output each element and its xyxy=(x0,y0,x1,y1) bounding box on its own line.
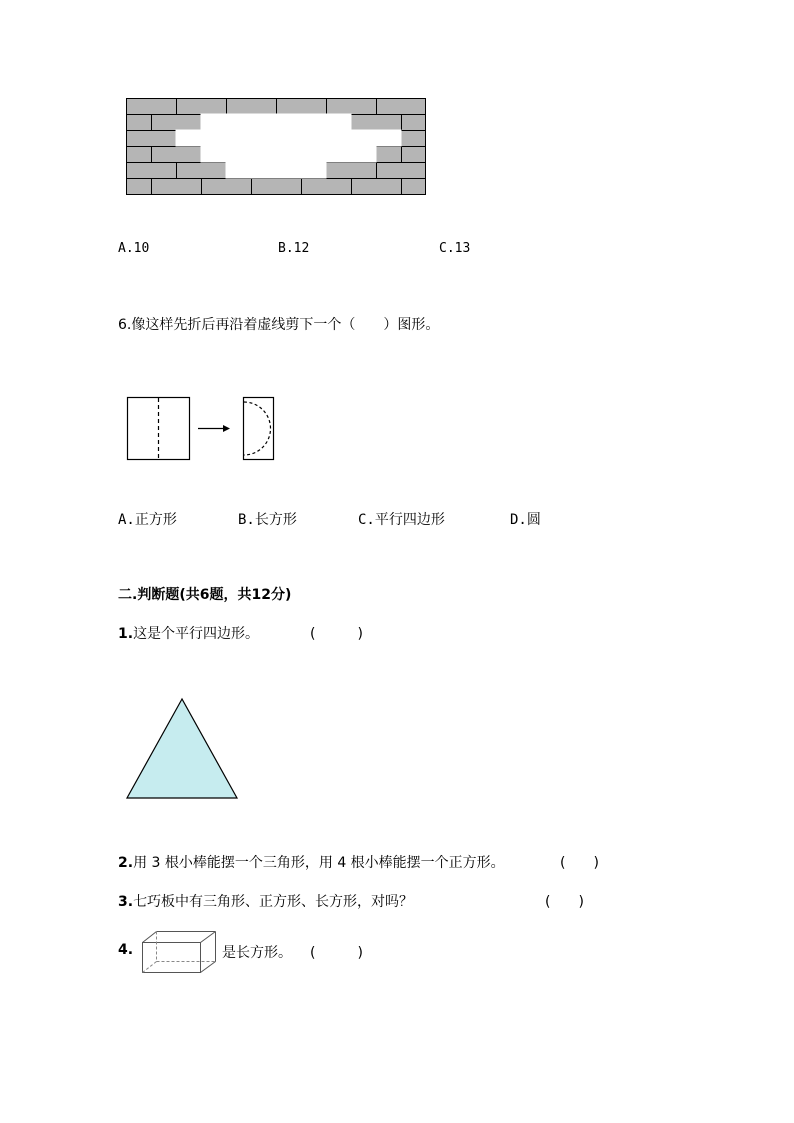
judge-4-text: 是长方形。 xyxy=(222,945,292,961)
judge-4-answer-blank[interactable]: ( ) xyxy=(310,945,363,961)
q6-number: 6. xyxy=(118,317,132,333)
q5-option-b[interactable]: B.12 xyxy=(278,241,310,256)
q6-option-c[interactable]: C.平行四边形 xyxy=(358,512,445,528)
q6-option-b[interactable]: B.长方形 xyxy=(238,512,297,528)
q6-question xyxy=(118,314,439,334)
judge-4-number: 4. xyxy=(118,942,134,958)
q5-option-a[interactable]: A.10 xyxy=(118,241,150,256)
judge-3-text: 七巧板中有三角形、正方形、长方形，对吗？ xyxy=(133,894,414,910)
triangle-figure xyxy=(124,696,242,802)
q6-option-a[interactable]: A.正方形 xyxy=(118,512,177,528)
brick-wall-figure xyxy=(126,98,426,195)
section-heading: 二.判断题(共6题，共12分) xyxy=(118,587,292,603)
judge-2-text: 用 3 根小棒能摆一个三角形，用 4 根小棒能摆一个正方形。 xyxy=(133,855,505,871)
judge-3-number: 3. xyxy=(118,894,134,910)
judge-1-answer-blank[interactable]: ( ) xyxy=(310,626,363,642)
q6-option-d[interactable]: D.圆 xyxy=(510,512,541,528)
fold-cut-figure xyxy=(124,394,276,464)
judge-2-answer-blank[interactable]: ( ) xyxy=(560,855,599,871)
q5-option-c[interactable]: C.13 xyxy=(439,241,471,256)
cuboid-figure xyxy=(140,928,220,976)
judge-item-3 xyxy=(118,891,413,911)
q6-text: 像这样先折后再沿着虚线剪下一个（ ）图形。 xyxy=(131,317,440,333)
judge-item-2 xyxy=(118,852,505,872)
judge-1-number: 1. xyxy=(118,626,134,642)
judge-3-answer-blank[interactable]: ( ) xyxy=(545,894,584,910)
judge-item-1 xyxy=(118,623,259,643)
judge-2-number: 2. xyxy=(118,855,134,871)
judge-1-text: 这是个平行四边形。 xyxy=(133,626,260,642)
